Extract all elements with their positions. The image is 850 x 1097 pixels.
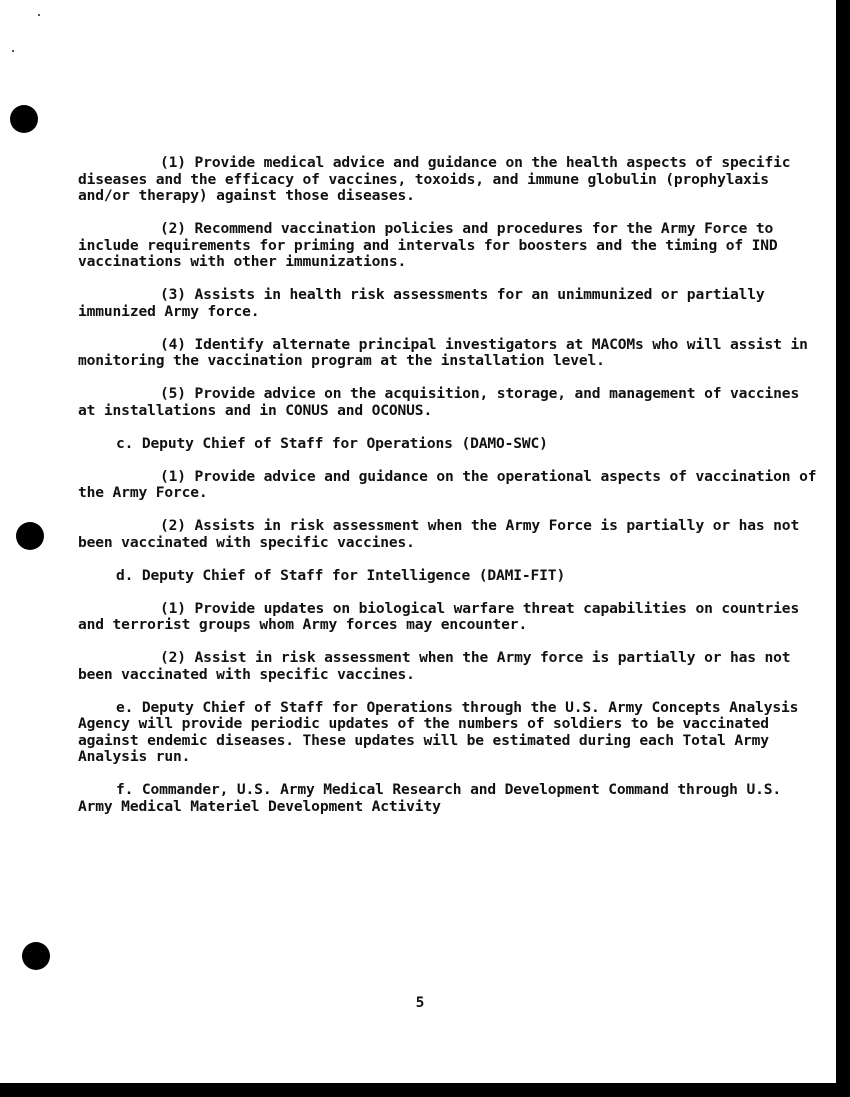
scan-speck xyxy=(38,14,40,16)
scan-speck xyxy=(12,50,14,52)
section-heading-d: d. Deputy Chief of Staff for Intelligence (DAMI-FIT) xyxy=(116,566,566,584)
punch-hole-top xyxy=(10,105,38,133)
paragraph-3: (3) Assists in health risk assessments for an unimmunized or partially immunized Army force. xyxy=(78,286,765,320)
page-number: 5 xyxy=(415,994,425,1011)
section-paragraph-e: e. Deputy Chief of Staff for Operations through the U.S. Army Concepts Analysis Agency will provide periodic updates of the numbers of soldiers to be vaccinated against endemic diseases. These updates will be estimated during each Total Army Analysis run. xyxy=(78,698,799,765)
paragraph-c2: (2) Assists in risk assessment when the Army Force is partially or has not been vaccinated with specific vaccines. xyxy=(78,517,800,551)
document-body xyxy=(78,155,818,832)
scan-border-bottom xyxy=(0,1083,850,1097)
paragraph-2: (2) Recommend vaccination policies and procedures for the Army Force to include requirements for priming and intervals for boosters and the timing of IND vaccinations with other immunizations. xyxy=(78,220,778,270)
punch-hole-bottom xyxy=(22,942,50,970)
section-heading-c: c. Deputy Chief of Staff for Operations (DAMO-SWC) xyxy=(116,434,548,452)
paragraph-1: (1) Provide medical advice and guidance on the health aspects of specific diseases and the efficacy of vaccines, toxoids, and immune globulin (prophylaxis and/or therapy) against those diseases. xyxy=(78,154,791,204)
paragraph-c1: (1) Provide advice and guidance on the operational aspects of vaccination of the Army Force. xyxy=(78,467,817,501)
punch-hole-middle xyxy=(16,522,44,550)
paragraph-d1: (1) Provide updates on biological warfare threat capabilities on countries and terrorist groups whom Army forces may encounter. xyxy=(78,599,800,633)
scan-border-right xyxy=(836,0,850,1097)
section-paragraph-f: f. Commander, U.S. Army Medical Research and Development Command through U.S. Army Medical Materiel Development Activity xyxy=(78,781,781,815)
paragraph-d2: (2) Assist in risk assessment when the Army force is partially or has not been vaccinated with specific vaccines. xyxy=(78,649,791,683)
paragraph-4: (4) Identify alternate principal investigators at MACOMs who will assist in monitoring the vaccination program at the installation level. xyxy=(78,335,808,369)
paragraph-5: (5) Provide advice on the acquisition, storage, and management of vaccines at installations and in CONUS and OCONUS. xyxy=(78,385,800,419)
